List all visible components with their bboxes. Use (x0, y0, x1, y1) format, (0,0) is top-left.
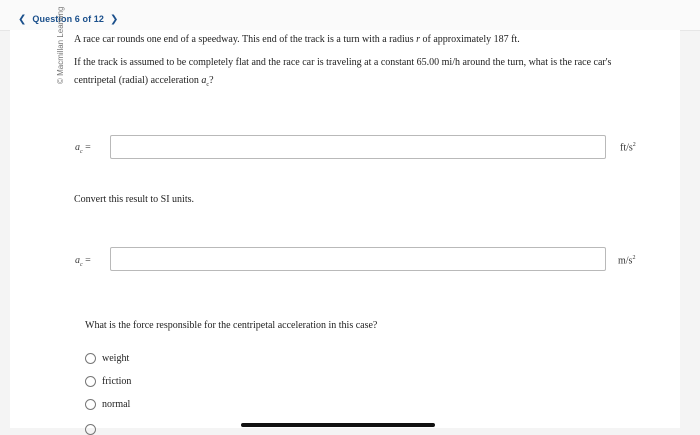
answer2-var: a (75, 255, 80, 266)
answer2-unit-base: m/s (618, 255, 633, 267)
radio-partial-option[interactable] (85, 424, 96, 435)
question-navigation (18, 11, 118, 27)
answer1-equals: = (82, 142, 91, 153)
chevron-left-icon[interactable]: ❮ (18, 13, 27, 25)
body-text-start: If the track is assumed to be completely flat and the race car is traveling at a constant 65.00 mi/h around the turn, what is the race car's centripetal (radial) acceleration (74, 57, 612, 86)
option-weight-label: weight (102, 353, 130, 364)
question-counter: Question 6 of 12 (32, 14, 105, 24)
intro-text-start: A race car rounds one end of a speedway. This end of the track is a turn with a radius (74, 34, 417, 45)
answer2-unit-exponent: 2 (632, 255, 636, 261)
option-normal-label: normal (102, 399, 131, 410)
body-variable-subscript: c (206, 82, 210, 88)
answer2-label (75, 255, 91, 268)
convert-instruction: Convert this result to SI units. (74, 194, 194, 205)
radio-normal[interactable] (85, 399, 96, 410)
copyright-watermark: © Macmillan Learning (56, 6, 65, 84)
answer2-equals: = (82, 255, 91, 266)
option-weight[interactable] (85, 353, 129, 364)
acceleration-si-input[interactable] (110, 247, 606, 271)
answer1-unit (620, 142, 636, 153)
question-intro (74, 31, 634, 49)
answer1-unit-base: ft/s (620, 142, 633, 154)
answer1-label (75, 142, 91, 155)
radio-weight[interactable] (85, 353, 96, 364)
answer1-var: a (75, 142, 80, 153)
answer1-unit-exponent: 2 (632, 142, 636, 148)
top-bar (0, 0, 700, 31)
horizontal-scrollbar[interactable] (241, 423, 435, 427)
option-friction-label: friction (102, 376, 132, 387)
answer2-unit (618, 255, 635, 266)
intro-variable: r (416, 34, 421, 45)
option-normal[interactable] (85, 399, 130, 410)
answer2-sub: c (80, 262, 83, 268)
radio-friction[interactable] (85, 376, 96, 387)
question-body (74, 54, 634, 94)
intro-text-end: of approximately 187 ft. (420, 34, 520, 45)
chevron-right-icon[interactable]: ❯ (110, 13, 119, 25)
force-question: What is the force responsible for the centripetal acceleration in this case? (85, 320, 378, 331)
option-friction[interactable] (85, 376, 131, 387)
body-text-end: ? (209, 75, 214, 86)
acceleration-ft-input[interactable] (110, 135, 606, 159)
body-variable: a (201, 75, 207, 86)
answer1-sub: c (80, 149, 83, 155)
